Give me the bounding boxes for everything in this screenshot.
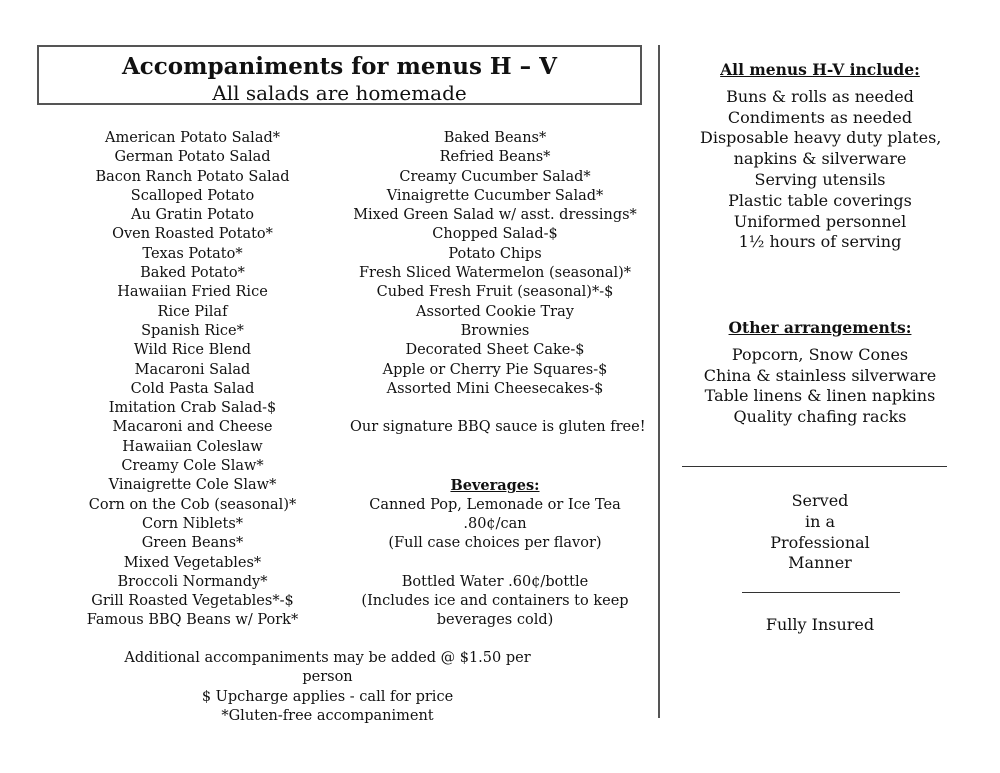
beverages-title: Beverages: <box>450 477 540 495</box>
includes-items <box>700 87 940 253</box>
menu-item: Rice Pilaf <box>157 303 228 320</box>
other-item: Popcorn, Snow Cones <box>731 344 909 364</box>
menu-item: Scalloped Potato <box>130 187 255 204</box>
column-divider <box>658 45 660 718</box>
bbq-note: Our signature BBQ sauce is gluten free! <box>350 419 646 436</box>
menu-item: Au Gratin Potato <box>131 207 254 224</box>
menu-item: Baked Potato* <box>140 265 245 282</box>
menu-item: Mixed Green Salad w/ asst. dressings* <box>353 207 637 224</box>
footer-line: Additional accompaniments may be added @ $1.50 per person <box>124 650 531 686</box>
menu-item: Decorated Sheet Cake-$ <box>405 342 585 359</box>
spacer <box>350 399 640 418</box>
menu-item: Hawaiian Fried Rice <box>117 284 268 301</box>
menu-item: Macaroni and Cheese <box>112 419 273 436</box>
menu-item: Creamy Cucumber Salad* <box>399 168 591 185</box>
menu-item: Assorted Mini Cheesecakes-$ <box>386 380 604 397</box>
menu-item: Apple or Cherry Pie Squares-$ <box>382 361 608 378</box>
menu-item: Oven Roasted Potato* <box>112 226 273 243</box>
menu-item: Chopped Salad-$ <box>432 226 558 243</box>
beverage-line: (Full case choices per flavor) <box>388 535 602 552</box>
menu-item: Refried Beans* <box>439 149 551 166</box>
spacer <box>350 457 640 476</box>
menu-item: Corn Niblets* <box>141 515 244 532</box>
insured-text: Fully Insured <box>765 615 875 634</box>
menu-item: American Potato Salad* <box>104 130 280 146</box>
middle-items <box>350 129 640 399</box>
menu-item: Famous BBQ Beans w/ Pork* <box>86 612 299 629</box>
page-title: Accompaniments for menus H – V <box>121 53 558 80</box>
served-line: Manner <box>788 553 852 573</box>
menu-item: Bacon Ranch Potato Salad <box>95 168 290 185</box>
served-line: Professional <box>770 532 870 552</box>
beverage-line: Bottled Water .60¢/bottle <box>401 573 589 590</box>
menu-item: Brownies <box>460 322 530 339</box>
footer-line: *Gluten-free accompaniment <box>221 707 434 724</box>
menu-item: Grill Roasted Vegetables*-$ <box>91 593 294 610</box>
menu-item: Potato Chips <box>448 245 542 262</box>
served-line: in a <box>804 511 836 531</box>
include-item: napkins & silverware <box>733 149 907 169</box>
menu-item: Wild Rice Blend <box>133 342 252 359</box>
menu-item: Macaroni Salad <box>134 361 251 378</box>
served-section <box>700 491 940 574</box>
footer-notes <box>100 649 555 726</box>
accompaniments-list-left <box>80 129 305 631</box>
menu-item: Broccoli Normandy* <box>117 573 268 590</box>
spacer <box>350 438 640 457</box>
divider-line <box>682 466 947 467</box>
include-item: Uniformed personnel <box>733 211 907 231</box>
menu-item: Vinaigrette Cole Slaw* <box>108 477 277 494</box>
other-item: China & stainless silverware <box>703 365 937 385</box>
menu-item: Texas Potato* <box>142 245 243 262</box>
other-item: Quality chafing racks <box>733 407 907 427</box>
include-item: Plastic table coverings <box>728 190 912 210</box>
beverage-line: (Includes ice and containers to keep <box>361 593 629 610</box>
menu-item: Vinaigrette Cucumber Salad* <box>386 187 604 204</box>
other-title: Other arrangements: <box>728 318 912 337</box>
includes-title: All menus H-V include: <box>720 60 920 79</box>
include-item: Buns & rolls as needed <box>726 86 914 106</box>
other-section <box>700 318 940 428</box>
beverage-line: Canned Pop, Lemonade or Ice Tea <box>369 496 621 513</box>
menu-item: Imitation Crab Salad-$ <box>108 400 277 417</box>
menu-item: Hawaiian Coleslaw <box>122 438 263 455</box>
include-item: Serving utensils <box>754 169 886 189</box>
beverage-line: beverages cold) <box>436 612 554 629</box>
menu-item: Spanish Rice* <box>141 322 244 339</box>
beverage-line <box>350 554 640 573</box>
beverage-line: .80¢/can <box>463 515 527 532</box>
menu-item: Cold Pasta Salad <box>130 380 255 397</box>
include-item: Disposable heavy duty plates, <box>700 128 942 148</box>
menu-item: Baked Beans* <box>443 130 547 146</box>
accompaniments-list-middle <box>350 129 646 631</box>
menu-item: Mixed Vegetables* <box>123 554 262 571</box>
served-line: Served <box>791 491 849 510</box>
includes-section <box>700 60 940 253</box>
include-item: 1½ hours of serving <box>738 232 902 252</box>
divider-line-short <box>742 592 900 593</box>
menu-item: Green Beans* <box>141 535 244 552</box>
footer-line: $ Upcharge applies - call for price <box>201 688 454 705</box>
title-box <box>37 45 642 105</box>
other-items <box>700 345 940 428</box>
include-item: Condiments as needed <box>727 107 913 127</box>
beverages-lines <box>350 496 640 631</box>
menu-item: German Potato Salad <box>114 149 271 166</box>
menu-item: Corn on the Cob (seasonal)* <box>88 496 297 513</box>
menu-item: Assorted Cookie Tray <box>416 303 574 320</box>
menu-item: Creamy Cole Slaw* <box>121 458 264 475</box>
other-item: Table linens & linen napkins <box>704 386 936 406</box>
menu-item: Fresh Sliced Watermelon (seasonal)* <box>358 265 632 282</box>
menu-item: Cubed Fresh Fruit (seasonal)*-$ <box>376 284 614 301</box>
page-subtitle: All salads are homemade <box>212 81 467 105</box>
